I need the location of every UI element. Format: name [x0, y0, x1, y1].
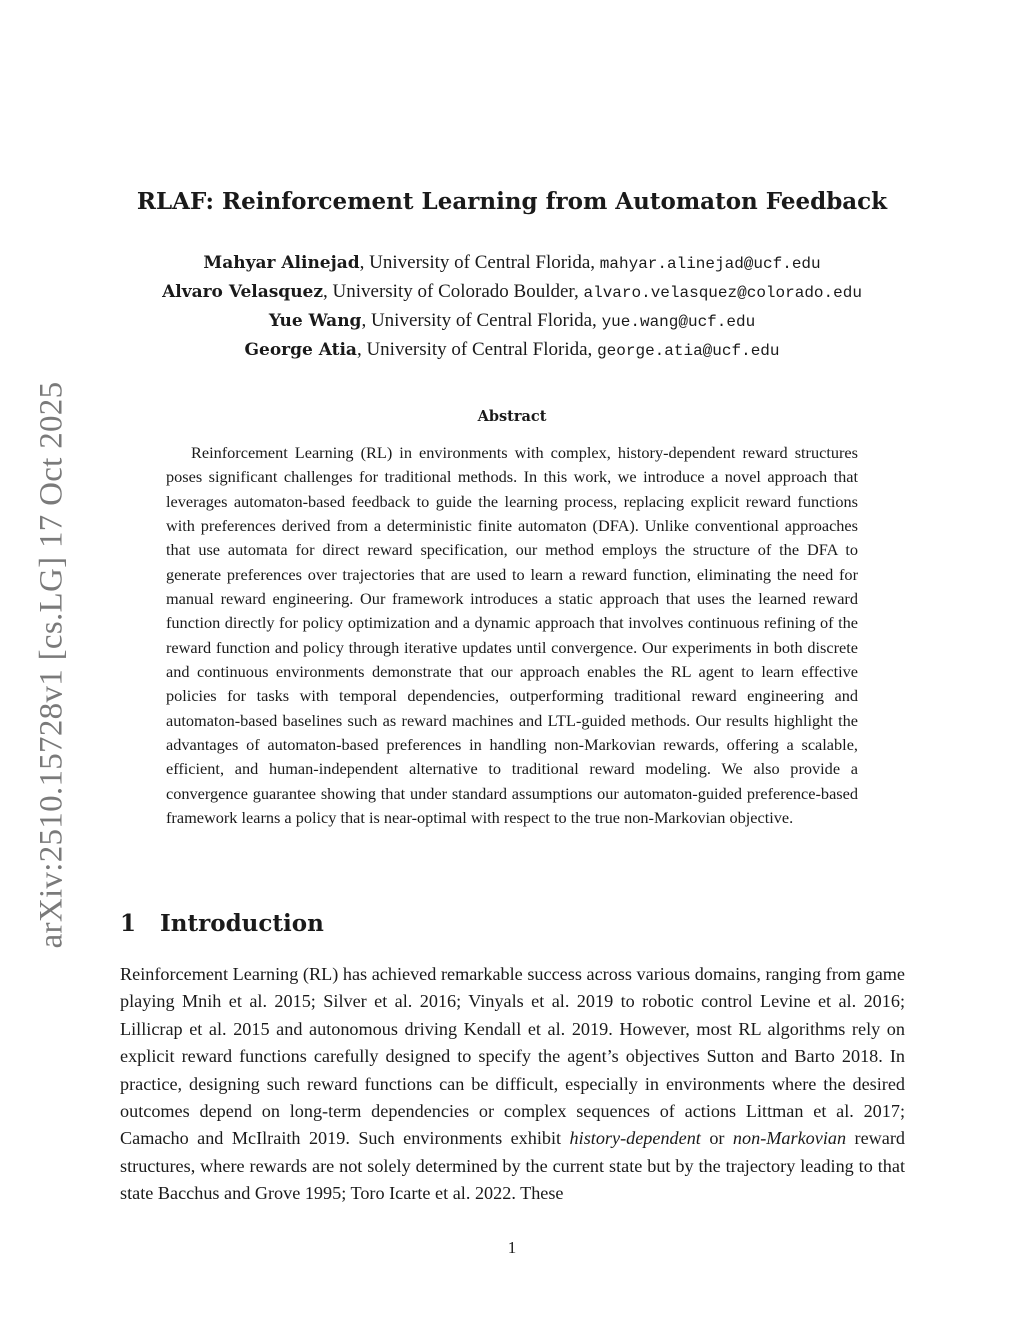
author-email: mahyar.alinejad@ucf.edu	[599, 255, 821, 273]
author-name: Yue Wang	[268, 311, 362, 331]
author-list	[0, 248, 1024, 364]
arxiv-sidebar-stamp: arXiv:2510.15728v1 [cs.LG] 17 Oct 2025	[33, 381, 70, 949]
abstract-text: Reinforcement Learning (RL) in environments with complex, history-dependent reward structures poses significant challenges for traditional methods. In this work, we introduce a novel approach that leverages automaton-based feedback to guide the learning process, replacing explicit reward functions with preferences derived from a deterministic finite automaton (DFA). Unlike conventional approaches that use automata for direct reward specification, our method employs the structure of the DFA to generate preferences over trajectories that are used to learn a reward function, eliminating the need for manual reward engineering. Our framework introduces a static approach that uses the learned reward function directly for policy optimization and a dynamic approach that involves continuous refining of the reward function and policy through iterative updates until convergence. Our experiments in both discrete and continuous environments demonstrate that our approach enables the RL agent to learn effective policies for tasks with temporal dependencies, outperforming traditional reward engineering and automaton-based baselines such as reward machines and LTL-guided methods. Our results highlight the advantages of automaton-based preferences in handling non-Markovian rewards, offering a scalable, efficient, and human-independent alternative to traditional reward modeling. We also provide a convergence guarantee showing that under standard assumptions our automaton-guided preference-based framework learns a policy that is near-optimal with respect to the true non-Markovian objective.	[166, 443, 858, 828]
author-email: alvaro.velasquez@colorado.edu	[583, 284, 862, 302]
author-affiliation: , University of Central Florida,	[361, 310, 602, 331]
section-heading	[120, 910, 324, 937]
intro-text: or	[700, 1128, 733, 1149]
abstract-heading: Abstract	[477, 408, 547, 425]
paper-title: RLAF: Reinforcement Learning from Automaton Feedback	[136, 188, 888, 215]
author-email: yue.wang@ucf.edu	[601, 313, 756, 331]
author-entry	[0, 306, 1024, 335]
author-entry	[0, 335, 1024, 364]
intro-emphasis: non-Markovian	[732, 1128, 847, 1149]
intro-emphasis: history-dependent	[569, 1128, 701, 1149]
author-affiliation: , University of Central Florida,	[359, 252, 600, 273]
page-number: 1	[507, 1238, 517, 1257]
author-entry	[0, 248, 1024, 277]
section-title: Introduction	[160, 910, 324, 937]
author-name: Mahyar Alinejad	[203, 253, 360, 273]
intro-text: Reinforcement Learning (RL) has achieved remarkable success across various domains, ranging from game playing Mnih et al. 2015; Silver et al. 2016; Vinyals et al. 2019 to robotic control Levine et al. 2016; Lillicrap et al. 2015 and autonomous driving Kendall et al. 2019. However, most RL algorithms rely on explicit reward functions carefully designed to specify the agent’s objectives Sutton and Barto 2018. In practice, designing such reward functions can be difficult, especially in environments where the desired outcomes depend on long-term dependencies or complex sequences of actions Littman et al. 2017; Camacho and McIlraith 2019. Such environments exhibit	[120, 964, 905, 1149]
section-number: 1	[120, 910, 137, 937]
author-affiliation: , University of Colorado Boulder,	[323, 281, 584, 302]
author-email: george.atia@ucf.edu	[597, 342, 780, 360]
author-affiliation: , University of Central Florida,	[356, 339, 598, 360]
author-name: Alvaro Velasquez	[162, 282, 324, 302]
author-name: George Atia	[244, 340, 357, 360]
introduction-paragraph	[120, 961, 905, 1208]
intro-text: reward structures, where rewards are not solely determined by the current state but by the trajectory leading to that state Bacchus and Grove 1995; Toro Icarte et al. 2022. These	[120, 1128, 905, 1204]
author-entry	[0, 277, 1024, 306]
